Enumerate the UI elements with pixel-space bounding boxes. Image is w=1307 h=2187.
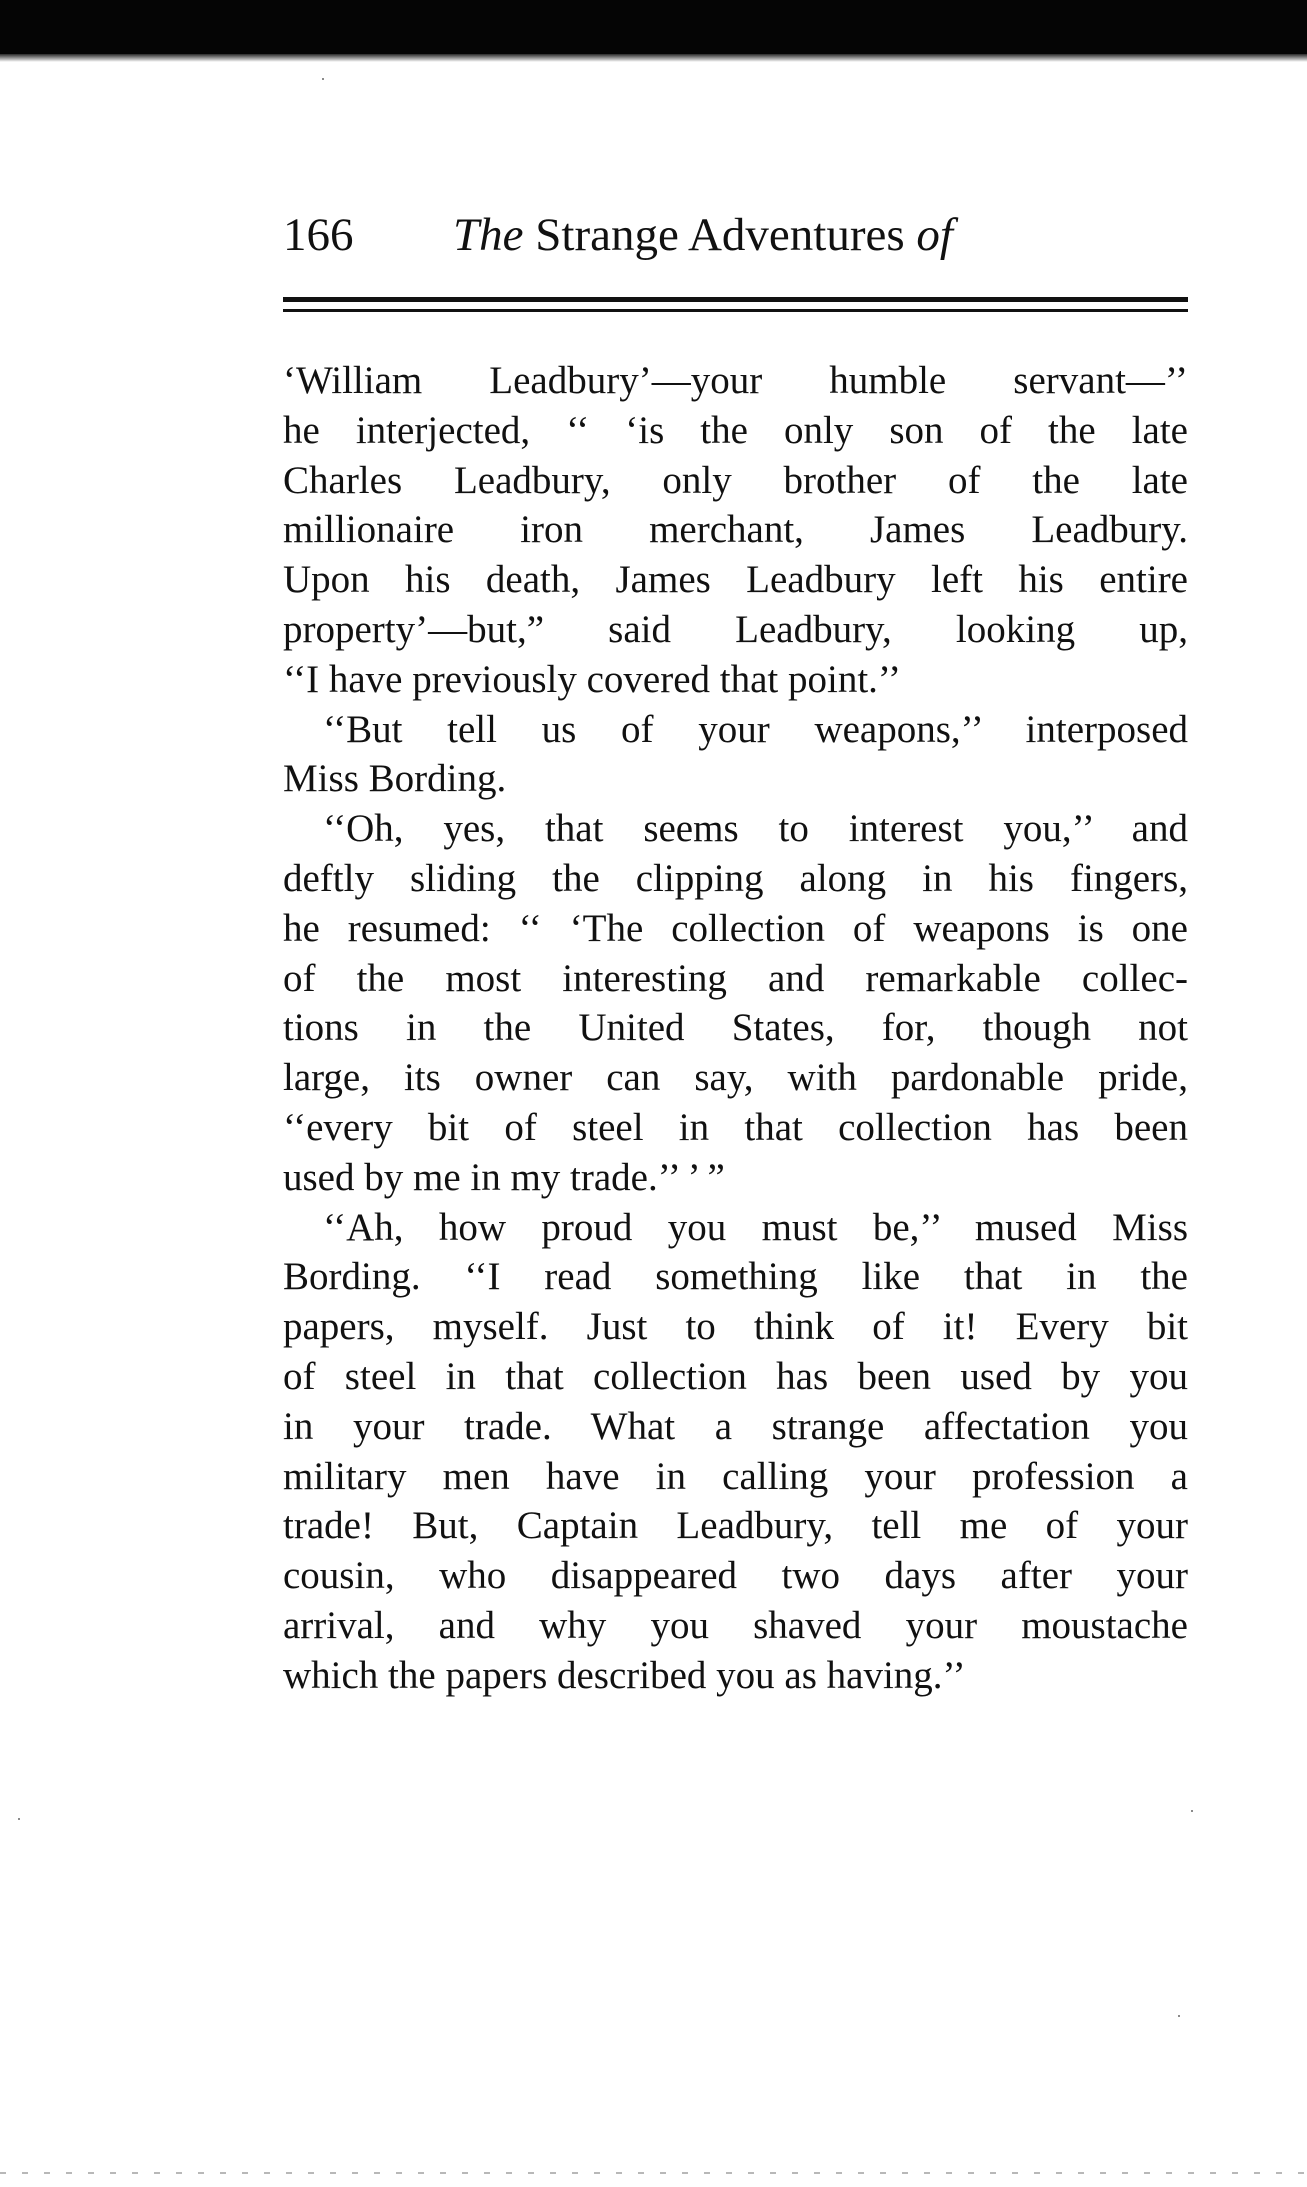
text-line: trade! But, Captain Leadbury, tell me of your [283,1504,1188,1548]
text-line: large, its owner can say, with pardonable pride, [283,1056,1188,1100]
text-line: ‘‘I have previously covered that point.’’ [283,657,901,701]
text-line: Miss Bording. [283,757,507,801]
text-line: in your trade. What a strange affectation you [283,1404,1188,1448]
running-title [453,200,953,270]
text-line: millionaire iron merchant, James Leadbury. [283,508,1188,552]
scan-speck [1178,2015,1180,2017]
running-title-main: Strange Adventures [523,209,917,261]
scan-top-border-edge [0,54,1307,62]
text-line: used by me in my trade.’’ ’ ” [283,1155,725,1199]
text-line: arrival, and why you shaved your moustache [283,1603,1188,1647]
text-line: ‘‘every bit of steel in that collection has been [283,1105,1188,1149]
text-line: he interjected, ‘‘ ‘is the only son of the late [283,408,1188,452]
page-number: 166 [283,209,354,261]
scan-speck [322,78,324,80]
text-line: papers, myself. Just to think of it! Every bit [283,1305,1188,1349]
text-line: ‘‘Oh, yes, that seems to interest you,’’ and [323,807,1188,851]
text-line: deftly sliding the clipping along in his fingers, [283,856,1188,900]
text-line: cousin, who disappeared two days after your [283,1554,1188,1598]
text-line: he resumed: ‘‘ ‘The collection of weapons is one [283,906,1188,950]
running-title-of: of [916,209,953,261]
text-line: Charles Leadbury, only brother of the late [283,458,1188,502]
text-line: ‘William Leadbury’—your humble servant—’’ [283,359,1188,402]
running-title-the: The [453,209,524,261]
scan-speck [18,1818,20,1820]
text-line: tions in the United States, for, though not [283,1006,1188,1050]
scan-top-border [0,0,1307,54]
text-line: property’—but,” said Leadbury, looking up, [283,607,1188,651]
body-text [283,356,1188,1701]
text-line: ‘‘Ah, how proud you must be,’’ mused Miss [323,1205,1188,1249]
text-line: ‘‘But tell us of your weapons,’’ interposed [323,707,1188,751]
text-line: of steel in that collection has been used by you [283,1354,1188,1398]
text-line: which the papers described you as having.’’ [283,1653,966,1697]
scan-speck [1191,1810,1193,1812]
header-rule-thin [283,309,1188,312]
text-line: Bording. ‘‘I read something like that in the [283,1255,1188,1299]
text-line: of the most interesting and remarkable collec- [283,956,1188,1000]
running-head [283,200,1188,270]
header-rule-thick [283,297,1188,302]
text-line: military men have in calling your profession a [283,1454,1188,1498]
text-line: Upon his death, James Leadbury left his entire [283,558,1188,602]
scan-bottom-noise [0,2172,1307,2174]
